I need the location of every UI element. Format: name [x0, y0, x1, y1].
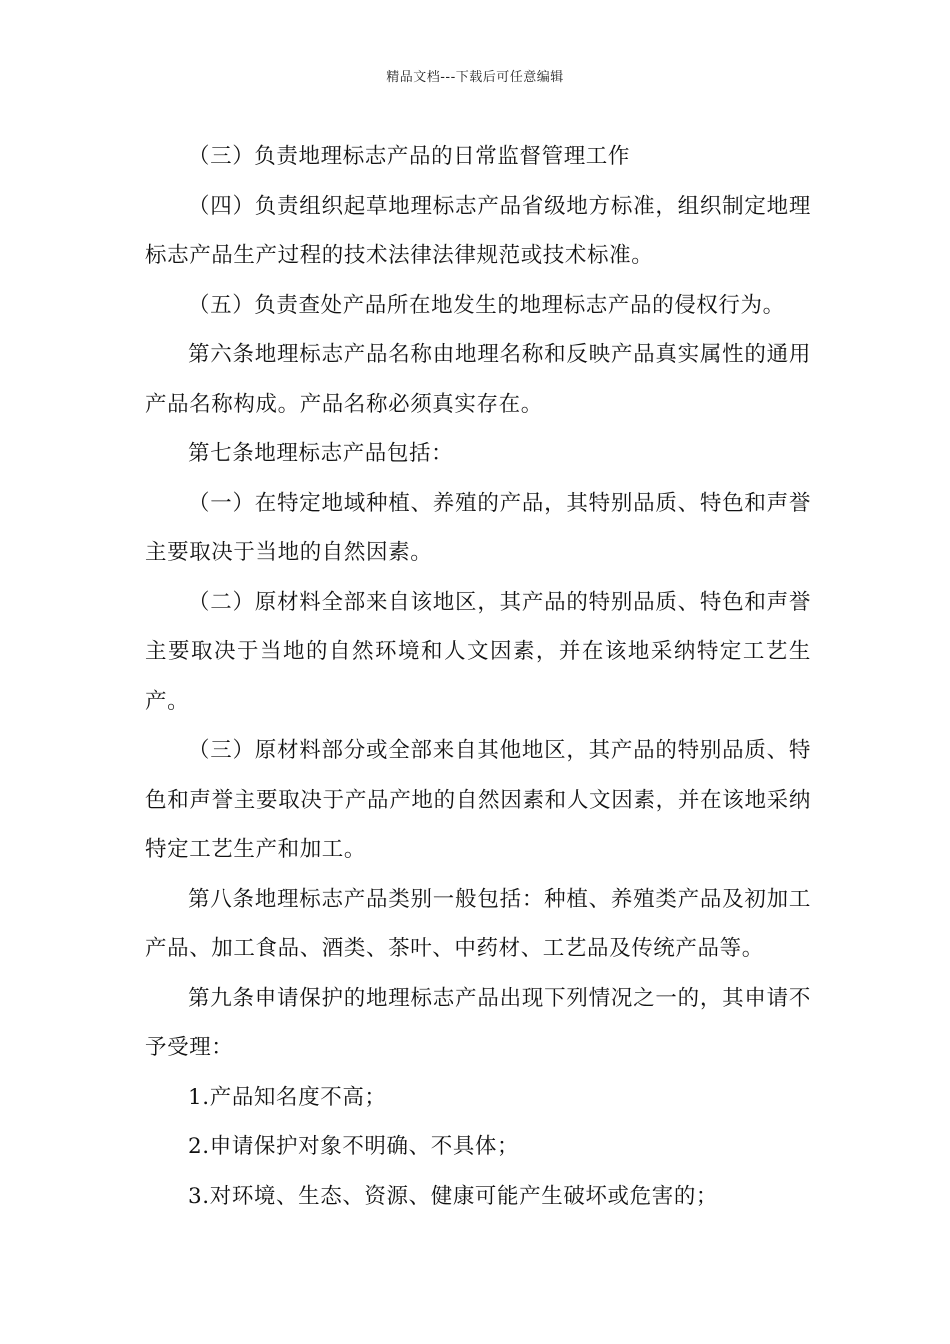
paragraph-article-7-item-2: （二）原材料全部来自该地区，其产品的特别品质、特色和声誉主要取决于当地的自然环境和人文因素，并在该地采纳特定工艺生产。 — [145, 589, 811, 714]
paragraph-article-6: 第六条地理标志产品名称由地理名称和反映产品真实属性的通用产品名称构成。产品名称必须真实存在。 — [145, 342, 811, 417]
list-item-3: 3.对环境、生态、资源、健康可能产生破坏或危害的； — [188, 1183, 719, 1209]
paragraph-duty-5: （五）负责查处产品所在地发生的地理标志产品的侵权行为。 — [188, 292, 785, 318]
paragraph-article-9: 第九条申请保护的地理标志产品出现下列情况之一的，其申请不予受理： — [145, 985, 811, 1060]
list-item-1: 1.产品知名度不高； — [188, 1084, 387, 1110]
paragraph-article-7-item-3: （三）原材料部分或全部来自其他地区，其产品的特别品质、特色和声誉主要取决于产品产地的自然因素和人文因素，并在该地采纳特定工艺生产和加工。 — [145, 738, 811, 862]
paragraph-article-7: 第七条地理标志产品包括： — [188, 441, 454, 466]
paragraph-article-7-item-1: （一）在特定地域种植、养殖的产品，其特别品质、特色和声誉主要取决于当地的自然因素。 — [145, 490, 811, 565]
paragraph-duty-3: （三）负责地理标志产品的日常监督管理工作 — [188, 144, 631, 169]
paragraph-duty-4: （四）负责组织起草地理标志产品省级地方标准，组织制定地理标志产品生产过程的技术法律法律规范或技术标准。 — [145, 193, 811, 268]
list-item-2: 2.申请保护对象不明确、不具体； — [188, 1134, 520, 1159]
page-header: 精品文档---下载后可任意编辑 — [386, 70, 564, 85]
document-body — [145, 132, 811, 1221]
paragraph-article-8: 第八条地理标志产品类别一般包括：种植、养殖类产品及初加工产品、加工食品、酒类、茶叶、中药材、工艺品及传统产品等。 — [145, 886, 811, 961]
